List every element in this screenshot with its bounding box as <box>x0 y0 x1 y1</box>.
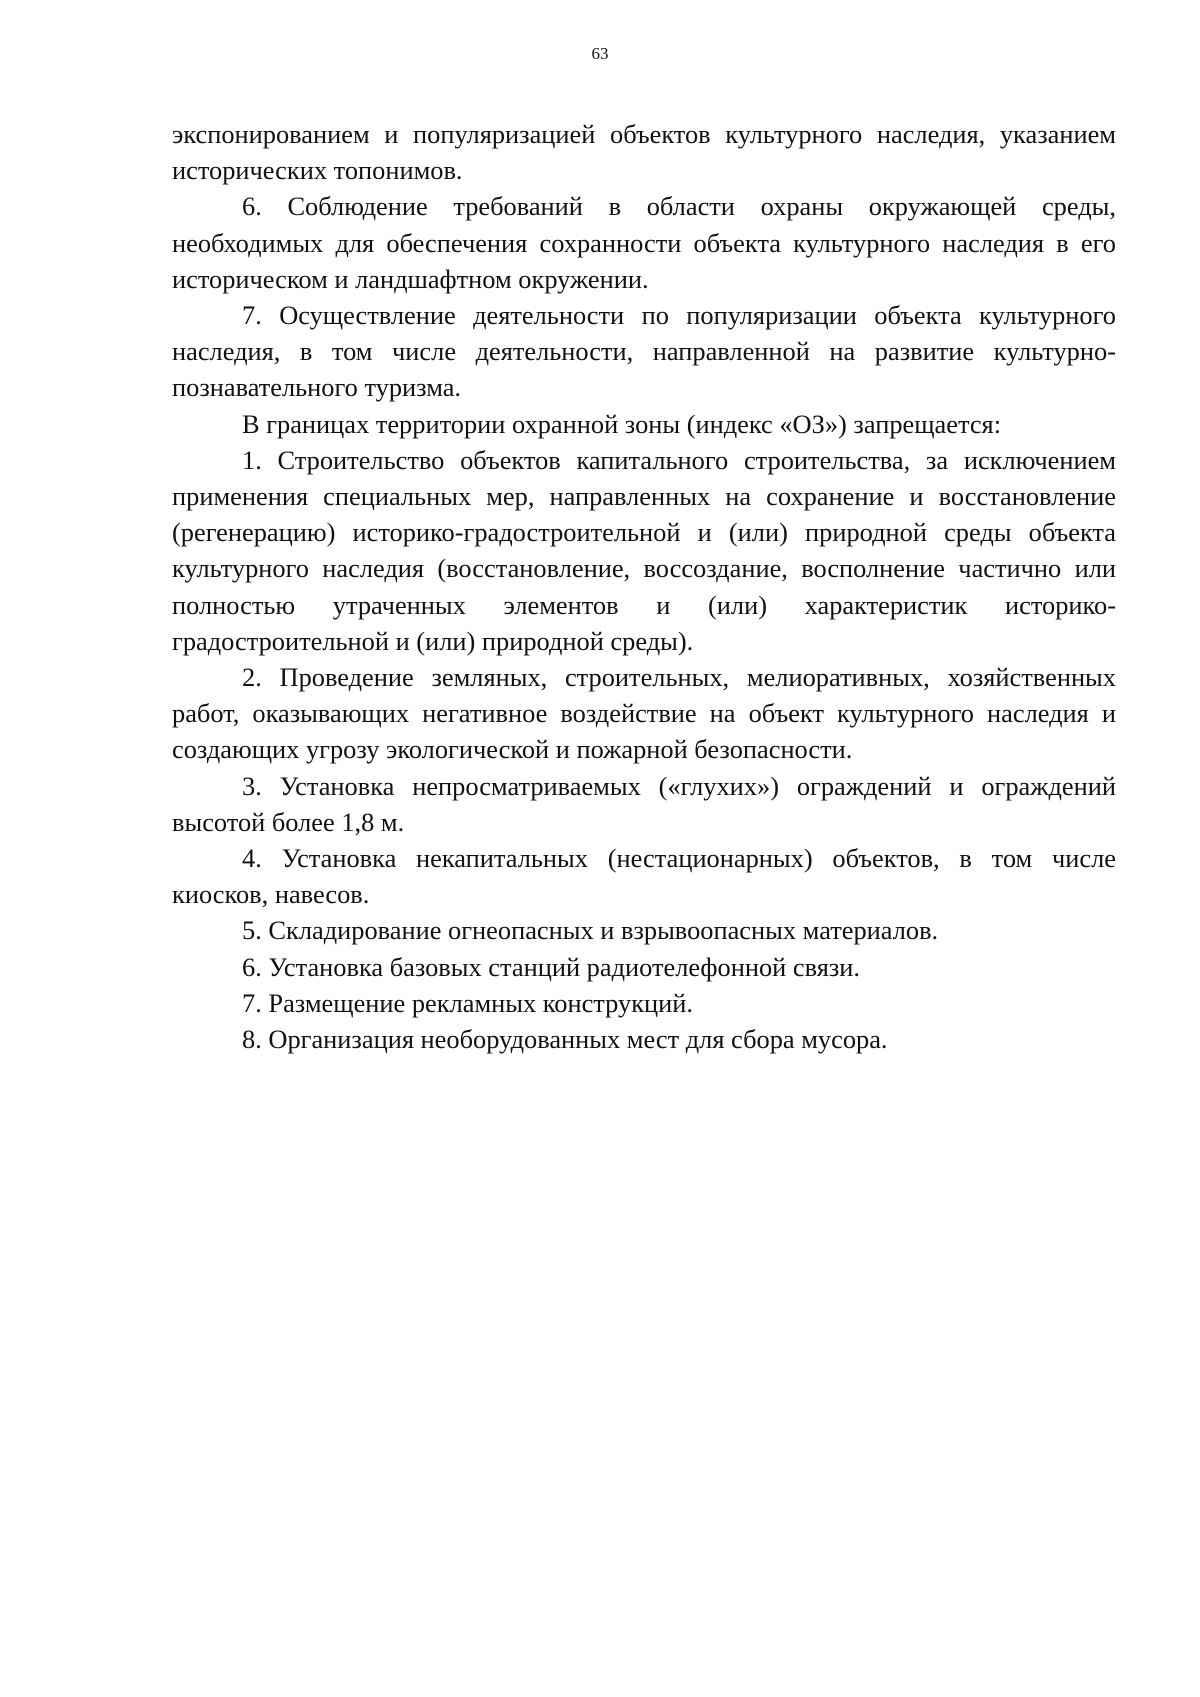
paragraph-prohibition-8: 8. Организация необорудованных мест для сбора мусора. <box>242 1024 888 1055</box>
paragraph-continuation: экспонированием и популяризацией объектов культурного наследия, указанием исторических топонимов. <box>172 119 1116 186</box>
paragraph-prohibition-1: 1. Строительство объектов капитального строительства, за исключением применения специальных мер, направленных на сохранение и восстановление (регенерацию) историко-градостроительной и (или) природной среды объекта культурного наследия (восстановление, воссоздание, восполнение частично или полностью утраченных элементов и (или) характеристик историко-градостроительной и (или) природной среды). <box>172 444 1116 656</box>
paragraph-item-6-environment: 6. Соблюдение требований в области охраны окружающей среды, необходимых для обеспечения сохранности объекта культурного наследия в его историческом и ландшафтном окружении. <box>172 191 1116 294</box>
paragraph-prohibition-2: 2. Проведение земляных, строительных, мелиоративных, хозяйственных работ, оказывающих негативное воздействие на объект культурного наследия и создающих угрозу экологической и пожарной безопасности. <box>172 662 1116 765</box>
document-body <box>172 116 1116 1057</box>
paragraph-prohibition-4: 4. Установка некапитальных (нестационарных) объектов, в том числе киосков, навесов. <box>172 843 1116 910</box>
page-number: 63 <box>591 44 609 63</box>
paragraph-prohibition-6: 6. Установка базовых станций радиотелефонной связи. <box>242 951 860 982</box>
paragraph-prohibitions-heading: В границах территории охранной зоны (индекс «ОЗ») запрещается: <box>242 408 1002 439</box>
paragraph-prohibition-7: 7. Размещение рекламных конструкций. <box>242 987 693 1018</box>
paragraph-prohibition-3: 3. Установка непросматриваемых («глухих») ограждений и ограждений высотой более 1,8 м. <box>172 770 1116 837</box>
paragraph-item-7-popularization: 7. Осуществление деятельности по популяризации объекта культурного наследия, в том числе деятельности, направленной на развитие культурно-познавательного туризма. <box>172 300 1116 403</box>
paragraph-prohibition-5: 5. Складирование огнеопасных и взрывоопасных материалов. <box>242 915 939 946</box>
